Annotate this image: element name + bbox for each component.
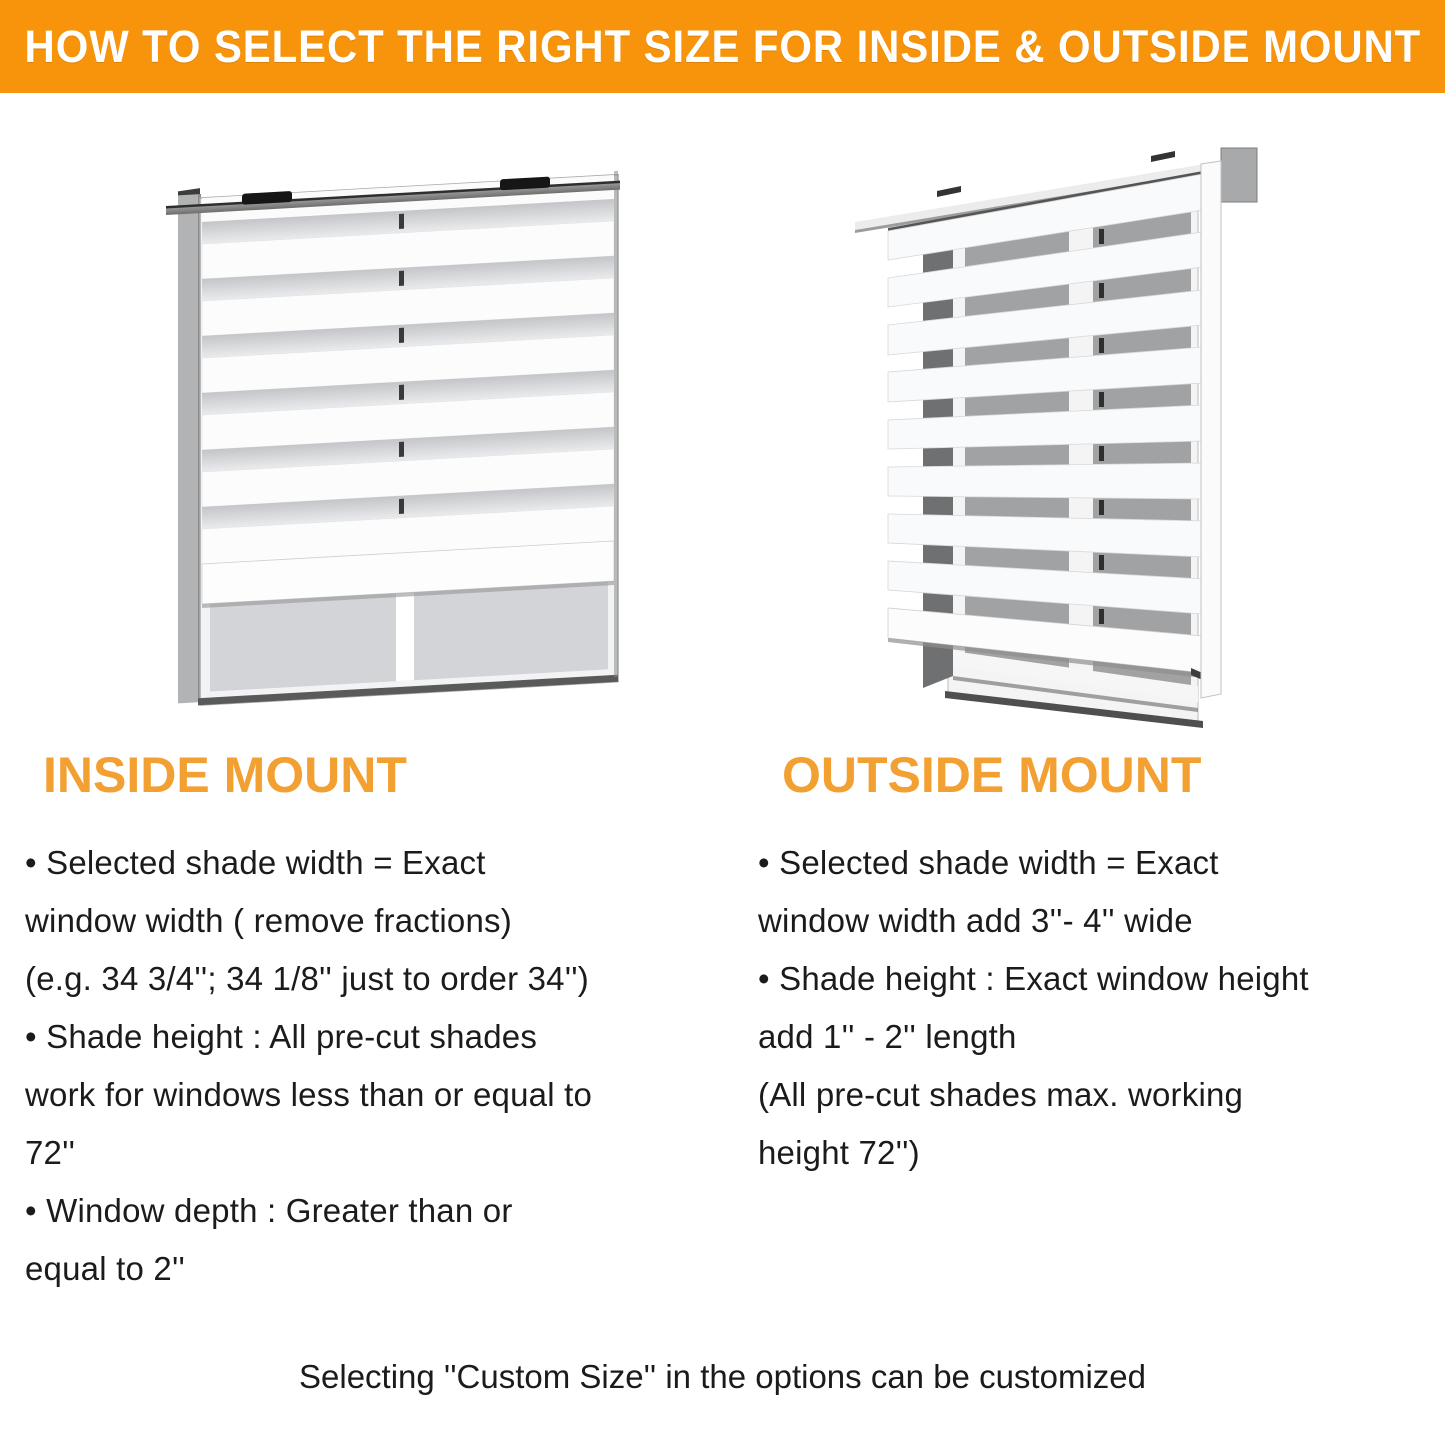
text-line: add 1'' - 2'' length <box>758 1018 1017 1055</box>
window-perspective-group <box>166 165 620 707</box>
shade-side-rail <box>1201 161 1221 698</box>
outside-mount-figure <box>853 136 1295 733</box>
center-mullion <box>1069 224 1093 684</box>
inside-mount-bullets <box>25 834 747 1298</box>
text-line: height 72'') <box>758 1134 920 1171</box>
header-banner <box>0 0 1445 93</box>
outside-mount-heading: OUTSIDE MOUNT <box>782 747 1202 803</box>
window-left-jamb <box>178 194 200 703</box>
wall-mark <box>1151 151 1175 162</box>
text-line: (All pre-cut shades max. working <box>758 1076 1244 1113</box>
text-line: • Window depth : Greater than or <box>25 1192 513 1229</box>
inside-mount-heading: INSIDE MOUNT <box>43 747 407 803</box>
shade-band <box>888 463 1203 499</box>
text-line: window width ( remove fractions) <box>25 902 512 939</box>
custom-size-note: Selecting ''Custom Size'' in the options can be customized <box>299 1358 1146 1395</box>
inside-mount-section <box>25 746 747 1298</box>
window-right-edge <box>614 171 618 677</box>
wall-mark <box>937 186 961 197</box>
zebra-shade <box>202 175 614 608</box>
outside-mount-section <box>758 746 1445 1182</box>
text-line: work for windows less than or equal to <box>25 1076 593 1113</box>
text-line: equal to 2'' <box>25 1250 185 1287</box>
inside-mount-figure <box>148 143 665 720</box>
text-line: (e.g. 34 3/4''; 34 1/8'' just to order 34'') <box>25 960 589 997</box>
mount-bracket-block <box>1221 148 1257 202</box>
text-line: 72'' <box>25 1134 76 1171</box>
zebra-shade-window-outside-mount-icon <box>853 136 1295 733</box>
text-line: window width add 3''- 4'' wide <box>758 902 1193 939</box>
text-line: • Shade height : Exact window height <box>758 960 1309 997</box>
text-line: • Selected shade width = Exact <box>758 844 1219 881</box>
page-title: HOW TO SELECT THE RIGHT SIZE FOR INSIDE & OUTSIDE MOUNT <box>24 20 1421 72</box>
zebra-shade-window-inside-mount-icon <box>148 143 665 720</box>
text-line: • Selected shade width = Exact <box>25 844 486 881</box>
text-line: • Shade height : All pre-cut shades <box>25 1018 538 1055</box>
lower-mullion <box>396 592 414 681</box>
outside-mount-bullets <box>758 834 1445 1182</box>
